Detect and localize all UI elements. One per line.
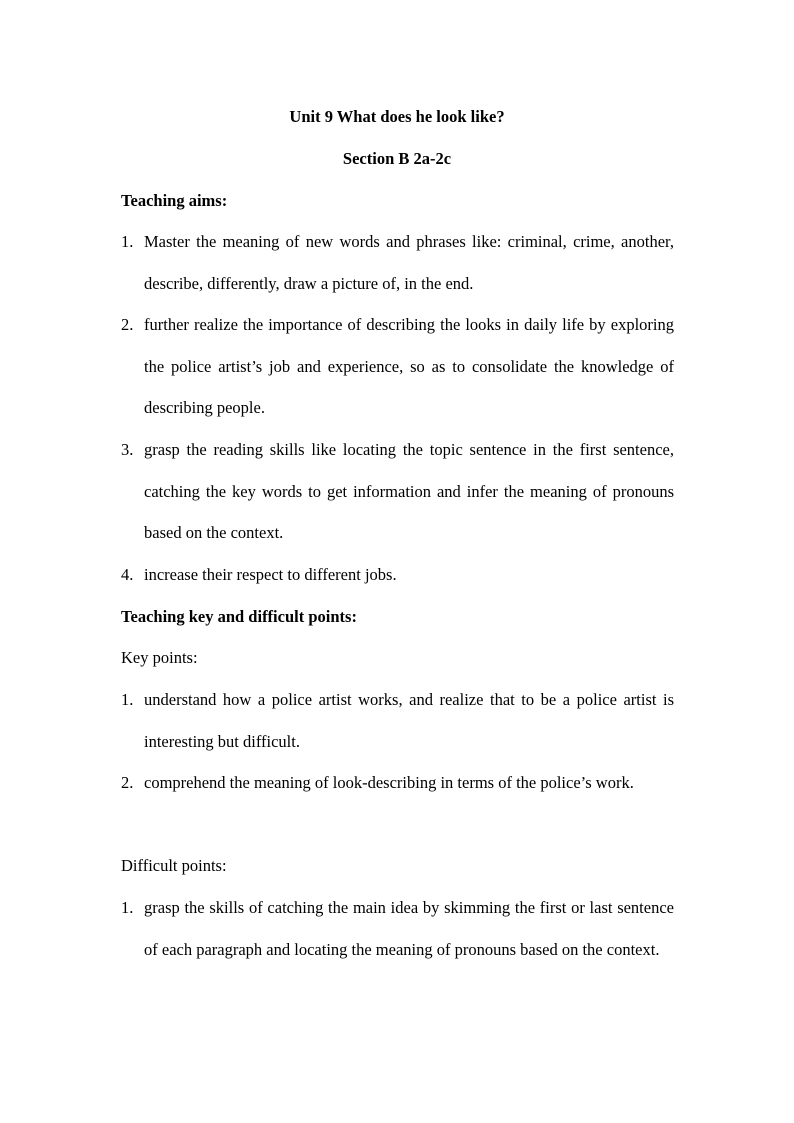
- aim-item-2: [121, 315, 674, 429]
- aims-heading: Teaching aims:: [121, 191, 228, 210]
- aim-item-1: [121, 232, 674, 304]
- aim-number: 4.: [121, 565, 134, 584]
- difficult-point-item-1: [121, 898, 674, 970]
- aim-text: Master the meaning of new words and phrases like: criminal, crime, another, describe, differently, draw a picture of, in the end.: [144, 232, 674, 293]
- key-point-text: comprehend the meaning of look-describing in terms of the police’s work.: [144, 773, 634, 793]
- aim-text: grasp the reading skills like locating the topic sentence in the first sentence, catching the key words to get information and infer the meaning of pronouns based on the context.: [144, 440, 674, 543]
- aim-text: further realize the importance of describing the looks in daily life by exploring the police artist’s job and experience, so as to consolidate the knowledge of describing people.: [144, 315, 674, 418]
- key-point-item-1: [121, 690, 674, 762]
- difficult-points-label: Difficult points:: [121, 856, 227, 875]
- difficult-point-text: grasp the skills of catching the main idea by skimming the first or last sentence of each paragraph and locating the meaning of pronouns based on the context.: [144, 898, 674, 959]
- key-point-item-2: [121, 773, 674, 804]
- key-difficult-heading: Teaching key and difficult points:: [121, 607, 357, 626]
- document-title: Unit 9 What does he look like?: [289, 107, 505, 126]
- aim-number: 2.: [121, 315, 134, 334]
- key-points-label: Key points:: [121, 648, 198, 667]
- key-point-number: 2.: [121, 773, 134, 792]
- aim-text: increase their respect to different jobs.: [144, 565, 397, 585]
- key-point-text: understand how a police artist works, and realize that to be a police artist is interesting but difficult.: [144, 690, 674, 751]
- aim-number: 3.: [121, 440, 134, 459]
- document-subtitle: Section B 2a-2c: [342, 149, 452, 168]
- key-point-number: 1.: [121, 690, 134, 709]
- aim-item-4: [121, 565, 674, 596]
- aim-item-3: [121, 440, 674, 554]
- aim-number: 1.: [121, 232, 134, 251]
- difficult-point-number: 1.: [121, 898, 134, 917]
